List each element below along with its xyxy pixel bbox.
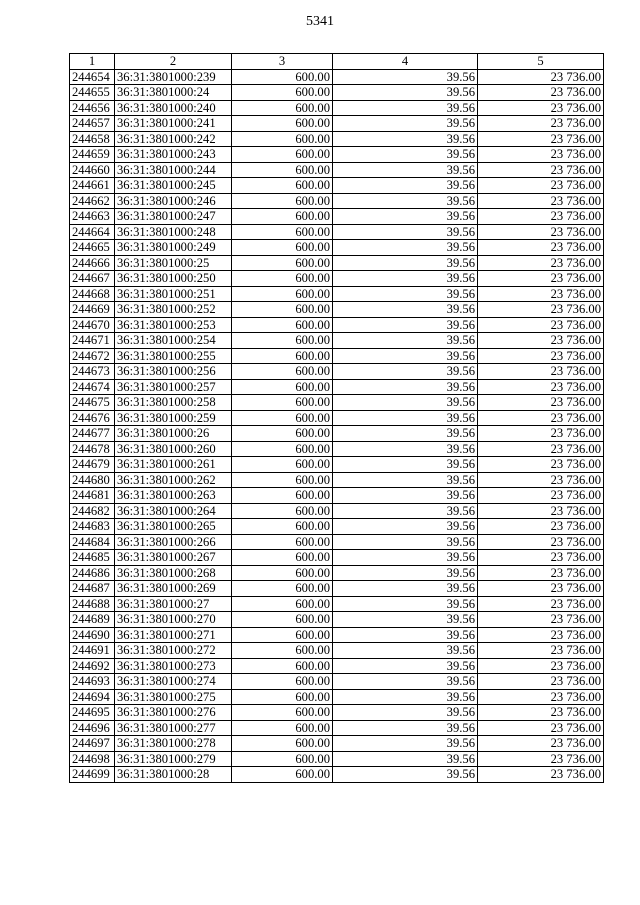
amount-cell: 23 736.00 (478, 302, 604, 318)
header-cell-5: 5 (478, 54, 604, 70)
area-cell: 600.00 (232, 100, 333, 116)
area-cell: 600.00 (232, 751, 333, 767)
record-number-cell: 244682 (70, 503, 115, 519)
cadastral-number-cell: 36:31:3801000:277 (115, 720, 232, 736)
record-number-cell: 244684 (70, 534, 115, 550)
record-number-cell: 244690 (70, 627, 115, 643)
record-number-cell: 244663 (70, 209, 115, 225)
rate-cell: 39.56 (333, 426, 478, 442)
table-row (70, 658, 604, 674)
amount-cell: 23 736.00 (478, 534, 604, 550)
rate-cell: 39.56 (333, 131, 478, 147)
record-number-cell: 244654 (70, 69, 115, 85)
area-cell: 600.00 (232, 69, 333, 85)
cadastral-number-cell: 36:31:3801000:244 (115, 162, 232, 178)
area-cell: 600.00 (232, 255, 333, 271)
table-row (70, 317, 604, 333)
rate-cell: 39.56 (333, 348, 478, 364)
amount-cell: 23 736.00 (478, 674, 604, 690)
cadastral-number-cell: 36:31:3801000:258 (115, 395, 232, 411)
rate-cell: 39.56 (333, 209, 478, 225)
amount-cell: 23 736.00 (478, 658, 604, 674)
cadastral-number-cell: 36:31:3801000:259 (115, 410, 232, 426)
record-number-cell: 244688 (70, 596, 115, 612)
area-cell: 600.00 (232, 209, 333, 225)
cadastral-number-cell: 36:31:3801000:275 (115, 689, 232, 705)
rate-cell: 39.56 (333, 224, 478, 240)
rate-cell: 39.56 (333, 379, 478, 395)
amount-cell: 23 736.00 (478, 519, 604, 535)
table-row (70, 224, 604, 240)
rate-cell: 39.56 (333, 395, 478, 411)
cadastral-number-cell: 36:31:3801000:254 (115, 333, 232, 349)
cadastral-number-cell: 36:31:3801000:261 (115, 457, 232, 473)
table-row (70, 519, 604, 535)
table-row (70, 286, 604, 302)
table-row (70, 767, 604, 783)
cadastral-number-cell: 36:31:3801000:278 (115, 736, 232, 752)
area-cell: 600.00 (232, 302, 333, 318)
rate-cell: 39.56 (333, 317, 478, 333)
rate-cell: 39.56 (333, 565, 478, 581)
cadastral-number-cell: 36:31:3801000:243 (115, 147, 232, 163)
rate-cell: 39.56 (333, 302, 478, 318)
amount-cell: 23 736.00 (478, 395, 604, 411)
amount-cell: 23 736.00 (478, 751, 604, 767)
cadastral-number-cell: 36:31:3801000:267 (115, 550, 232, 566)
record-number-cell: 244669 (70, 302, 115, 318)
cadastral-number-cell: 36:31:3801000:266 (115, 534, 232, 550)
amount-cell: 23 736.00 (478, 178, 604, 194)
cadastral-number-cell: 36:31:3801000:262 (115, 472, 232, 488)
table-row (70, 178, 604, 194)
area-cell: 600.00 (232, 457, 333, 473)
table-row (70, 426, 604, 442)
area-cell: 600.00 (232, 271, 333, 287)
cadastral-number-cell: 36:31:3801000:242 (115, 131, 232, 147)
cadastral-number-cell: 36:31:3801000:25 (115, 255, 232, 271)
record-number-cell: 244662 (70, 193, 115, 209)
cadastral-number-cell: 36:31:3801000:239 (115, 69, 232, 85)
amount-cell: 23 736.00 (478, 705, 604, 721)
table-row (70, 348, 604, 364)
rate-cell: 39.56 (333, 364, 478, 380)
record-number-cell: 244679 (70, 457, 115, 473)
area-cell: 600.00 (232, 519, 333, 535)
cadastral-number-cell: 36:31:3801000:246 (115, 193, 232, 209)
table-row (70, 565, 604, 581)
area-cell: 600.00 (232, 116, 333, 132)
rate-cell: 39.56 (333, 612, 478, 628)
area-cell: 600.00 (232, 317, 333, 333)
rate-cell: 39.56 (333, 193, 478, 209)
amount-cell: 23 736.00 (478, 193, 604, 209)
amount-cell: 23 736.00 (478, 720, 604, 736)
header-cell-3: 3 (232, 54, 333, 70)
area-cell: 600.00 (232, 162, 333, 178)
area-cell: 600.00 (232, 596, 333, 612)
amount-cell: 23 736.00 (478, 488, 604, 504)
record-number-cell: 244660 (70, 162, 115, 178)
record-number-cell: 244667 (70, 271, 115, 287)
table-row (70, 627, 604, 643)
rate-cell: 39.56 (333, 658, 478, 674)
record-number-cell: 244674 (70, 379, 115, 395)
table-row (70, 689, 604, 705)
amount-cell: 23 736.00 (478, 441, 604, 457)
cadastral-number-cell: 36:31:3801000:276 (115, 705, 232, 721)
cadastral-number-cell: 36:31:3801000:270 (115, 612, 232, 628)
table-row (70, 674, 604, 690)
cadastral-number-cell: 36:31:3801000:265 (115, 519, 232, 535)
cadastral-number-cell: 36:31:3801000:257 (115, 379, 232, 395)
area-cell: 600.00 (232, 333, 333, 349)
record-number-cell: 244668 (70, 286, 115, 302)
area-cell: 600.00 (232, 472, 333, 488)
table-row (70, 550, 604, 566)
rate-cell: 39.56 (333, 178, 478, 194)
amount-cell: 23 736.00 (478, 131, 604, 147)
record-number-cell: 244685 (70, 550, 115, 566)
table-row (70, 100, 604, 116)
cadastral-number-cell: 36:31:3801000:28 (115, 767, 232, 783)
area-cell: 600.00 (232, 426, 333, 442)
record-number-cell: 244691 (70, 643, 115, 659)
table-body (70, 69, 604, 782)
amount-cell: 23 736.00 (478, 581, 604, 597)
amount-cell: 23 736.00 (478, 379, 604, 395)
table-row (70, 596, 604, 612)
amount-cell: 23 736.00 (478, 565, 604, 581)
area-cell: 600.00 (232, 581, 333, 597)
rate-cell: 39.56 (333, 581, 478, 597)
table-row (70, 193, 604, 209)
record-number-cell: 244694 (70, 689, 115, 705)
header-cell-1: 1 (70, 54, 115, 70)
cadastral-number-cell: 36:31:3801000:272 (115, 643, 232, 659)
area-cell: 600.00 (232, 736, 333, 752)
area-cell: 600.00 (232, 565, 333, 581)
cadastral-number-cell: 36:31:3801000:247 (115, 209, 232, 225)
area-cell: 600.00 (232, 674, 333, 690)
area-cell: 600.00 (232, 488, 333, 504)
record-number-cell: 244698 (70, 751, 115, 767)
amount-cell: 23 736.00 (478, 162, 604, 178)
amount-cell: 23 736.00 (478, 596, 604, 612)
rate-cell: 39.56 (333, 85, 478, 101)
record-number-cell: 244689 (70, 612, 115, 628)
table-row (70, 271, 604, 287)
area-cell: 600.00 (232, 348, 333, 364)
amount-cell: 23 736.00 (478, 286, 604, 302)
amount-cell: 23 736.00 (478, 364, 604, 380)
table-row (70, 116, 604, 132)
rate-cell: 39.56 (333, 271, 478, 287)
rate-cell: 39.56 (333, 488, 478, 504)
record-number-cell: 244678 (70, 441, 115, 457)
area-cell: 600.00 (232, 395, 333, 411)
rate-cell: 39.56 (333, 705, 478, 721)
rate-cell: 39.56 (333, 674, 478, 690)
cadastral-number-cell: 36:31:3801000:27 (115, 596, 232, 612)
area-cell: 600.00 (232, 767, 333, 783)
record-number-cell: 244659 (70, 147, 115, 163)
header-row (70, 54, 604, 70)
table-row (70, 488, 604, 504)
table-header (70, 54, 604, 70)
amount-cell: 23 736.00 (478, 147, 604, 163)
amount-cell: 23 736.00 (478, 550, 604, 566)
record-number-cell: 244656 (70, 100, 115, 116)
cadastral-number-cell: 36:31:3801000:264 (115, 503, 232, 519)
page-number: 5341 (306, 14, 334, 29)
amount-cell: 23 736.00 (478, 643, 604, 659)
amount-cell: 23 736.00 (478, 69, 604, 85)
amount-cell: 23 736.00 (478, 689, 604, 705)
rate-cell: 39.56 (333, 69, 478, 85)
cadastral-number-cell: 36:31:3801000:24 (115, 85, 232, 101)
amount-cell: 23 736.00 (478, 503, 604, 519)
header-cell-2: 2 (115, 54, 232, 70)
amount-cell: 23 736.00 (478, 410, 604, 426)
cadastral-number-cell: 36:31:3801000:26 (115, 426, 232, 442)
rate-cell: 39.56 (333, 116, 478, 132)
table-row (70, 379, 604, 395)
amount-cell: 23 736.00 (478, 736, 604, 752)
rate-cell: 39.56 (333, 751, 478, 767)
header-cell-4: 4 (333, 54, 478, 70)
record-number-cell: 244676 (70, 410, 115, 426)
table-row (70, 457, 604, 473)
area-cell: 600.00 (232, 720, 333, 736)
cadastral-number-cell: 36:31:3801000:256 (115, 364, 232, 380)
amount-cell: 23 736.00 (478, 240, 604, 256)
record-number-cell: 244683 (70, 519, 115, 535)
rate-cell: 39.56 (333, 441, 478, 457)
rate-cell: 39.56 (333, 550, 478, 566)
table-row (70, 364, 604, 380)
cadastral-number-cell: 36:31:3801000:263 (115, 488, 232, 504)
record-number-cell: 244670 (70, 317, 115, 333)
table-row (70, 410, 604, 426)
cadastral-number-cell: 36:31:3801000:249 (115, 240, 232, 256)
amount-cell: 23 736.00 (478, 472, 604, 488)
cadastral-number-cell: 36:31:3801000:255 (115, 348, 232, 364)
record-number-cell: 244655 (70, 85, 115, 101)
table-row (70, 333, 604, 349)
cadastral-number-cell: 36:31:3801000:268 (115, 565, 232, 581)
record-number-cell: 244680 (70, 472, 115, 488)
cadastral-number-cell: 36:31:3801000:252 (115, 302, 232, 318)
record-number-cell: 244699 (70, 767, 115, 783)
table-row (70, 534, 604, 550)
area-cell: 600.00 (232, 627, 333, 643)
rate-cell: 39.56 (333, 100, 478, 116)
record-number-cell: 244672 (70, 348, 115, 364)
amount-cell: 23 736.00 (478, 612, 604, 628)
cadastral-number-cell: 36:31:3801000:240 (115, 100, 232, 116)
area-cell: 600.00 (232, 240, 333, 256)
record-number-cell: 244673 (70, 364, 115, 380)
table-row (70, 751, 604, 767)
amount-cell: 23 736.00 (478, 457, 604, 473)
area-cell: 600.00 (232, 441, 333, 457)
table-row (70, 131, 604, 147)
area-cell: 600.00 (232, 410, 333, 426)
record-number-cell: 244658 (70, 131, 115, 147)
table-row (70, 240, 604, 256)
amount-cell: 23 736.00 (478, 85, 604, 101)
amount-cell: 23 736.00 (478, 627, 604, 643)
rate-cell: 39.56 (333, 689, 478, 705)
area-cell: 600.00 (232, 658, 333, 674)
area-cell: 600.00 (232, 689, 333, 705)
table-row (70, 302, 604, 318)
area-cell: 600.00 (232, 85, 333, 101)
table-row (70, 209, 604, 225)
area-cell: 600.00 (232, 379, 333, 395)
cadastral-number-cell: 36:31:3801000:271 (115, 627, 232, 643)
amount-cell: 23 736.00 (478, 767, 604, 783)
amount-cell: 23 736.00 (478, 426, 604, 442)
table-row (70, 147, 604, 163)
record-number-cell: 244695 (70, 705, 115, 721)
amount-cell: 23 736.00 (478, 100, 604, 116)
table-row (70, 162, 604, 178)
amount-cell: 23 736.00 (478, 255, 604, 271)
amount-cell: 23 736.00 (478, 348, 604, 364)
table-row (70, 503, 604, 519)
table-row (70, 705, 604, 721)
area-cell: 600.00 (232, 147, 333, 163)
rate-cell: 39.56 (333, 147, 478, 163)
cadastral-number-cell: 36:31:3801000:273 (115, 658, 232, 674)
rate-cell: 39.56 (333, 627, 478, 643)
record-number-cell: 244664 (70, 224, 115, 240)
table-row (70, 472, 604, 488)
record-number-cell: 244665 (70, 240, 115, 256)
table-row (70, 643, 604, 659)
cadastral-number-cell: 36:31:3801000:253 (115, 317, 232, 333)
table-row (70, 720, 604, 736)
area-cell: 600.00 (232, 286, 333, 302)
cadastral-number-cell: 36:31:3801000:248 (115, 224, 232, 240)
area-cell: 600.00 (232, 550, 333, 566)
table-row (70, 395, 604, 411)
rate-cell: 39.56 (333, 736, 478, 752)
area-cell: 600.00 (232, 643, 333, 659)
amount-cell: 23 736.00 (478, 224, 604, 240)
data-table (69, 53, 604, 783)
record-number-cell: 244692 (70, 658, 115, 674)
cadastral-number-cell: 36:31:3801000:269 (115, 581, 232, 597)
cadastral-number-cell: 36:31:3801000:274 (115, 674, 232, 690)
table-row (70, 441, 604, 457)
record-number-cell: 244693 (70, 674, 115, 690)
record-number-cell: 244697 (70, 736, 115, 752)
area-cell: 600.00 (232, 131, 333, 147)
record-number-cell: 244666 (70, 255, 115, 271)
cadastral-number-cell: 36:31:3801000:260 (115, 441, 232, 457)
table-row (70, 736, 604, 752)
rate-cell: 39.56 (333, 534, 478, 550)
record-number-cell: 244675 (70, 395, 115, 411)
record-number-cell: 244677 (70, 426, 115, 442)
rate-cell: 39.56 (333, 255, 478, 271)
area-cell: 600.00 (232, 534, 333, 550)
rate-cell: 39.56 (333, 410, 478, 426)
area-cell: 600.00 (232, 178, 333, 194)
record-number-cell: 244657 (70, 116, 115, 132)
area-cell: 600.00 (232, 193, 333, 209)
amount-cell: 23 736.00 (478, 209, 604, 225)
cadastral-number-cell: 36:31:3801000:245 (115, 178, 232, 194)
table-row (70, 69, 604, 85)
amount-cell: 23 736.00 (478, 317, 604, 333)
rate-cell: 39.56 (333, 333, 478, 349)
cadastral-number-cell: 36:31:3801000:279 (115, 751, 232, 767)
rate-cell: 39.56 (333, 643, 478, 659)
amount-cell: 23 736.00 (478, 271, 604, 287)
record-number-cell: 244661 (70, 178, 115, 194)
amount-cell: 23 736.00 (478, 333, 604, 349)
cadastral-number-cell: 36:31:3801000:250 (115, 271, 232, 287)
record-number-cell: 244686 (70, 565, 115, 581)
record-number-cell: 244696 (70, 720, 115, 736)
area-cell: 600.00 (232, 503, 333, 519)
area-cell: 600.00 (232, 705, 333, 721)
rate-cell: 39.56 (333, 457, 478, 473)
table-row (70, 612, 604, 628)
record-number-cell: 244687 (70, 581, 115, 597)
rate-cell: 39.56 (333, 240, 478, 256)
rate-cell: 39.56 (333, 503, 478, 519)
table-row (70, 255, 604, 271)
amount-cell: 23 736.00 (478, 116, 604, 132)
record-number-cell: 244671 (70, 333, 115, 349)
table-row (70, 581, 604, 597)
cadastral-number-cell: 36:31:3801000:241 (115, 116, 232, 132)
area-cell: 600.00 (232, 364, 333, 380)
rate-cell: 39.56 (333, 472, 478, 488)
rate-cell: 39.56 (333, 286, 478, 302)
record-number-cell: 244681 (70, 488, 115, 504)
table-row (70, 85, 604, 101)
rate-cell: 39.56 (333, 767, 478, 783)
area-cell: 600.00 (232, 612, 333, 628)
rate-cell: 39.56 (333, 596, 478, 612)
area-cell: 600.00 (232, 224, 333, 240)
cadastral-number-cell: 36:31:3801000:251 (115, 286, 232, 302)
rate-cell: 39.56 (333, 162, 478, 178)
rate-cell: 39.56 (333, 519, 478, 535)
rate-cell: 39.56 (333, 720, 478, 736)
